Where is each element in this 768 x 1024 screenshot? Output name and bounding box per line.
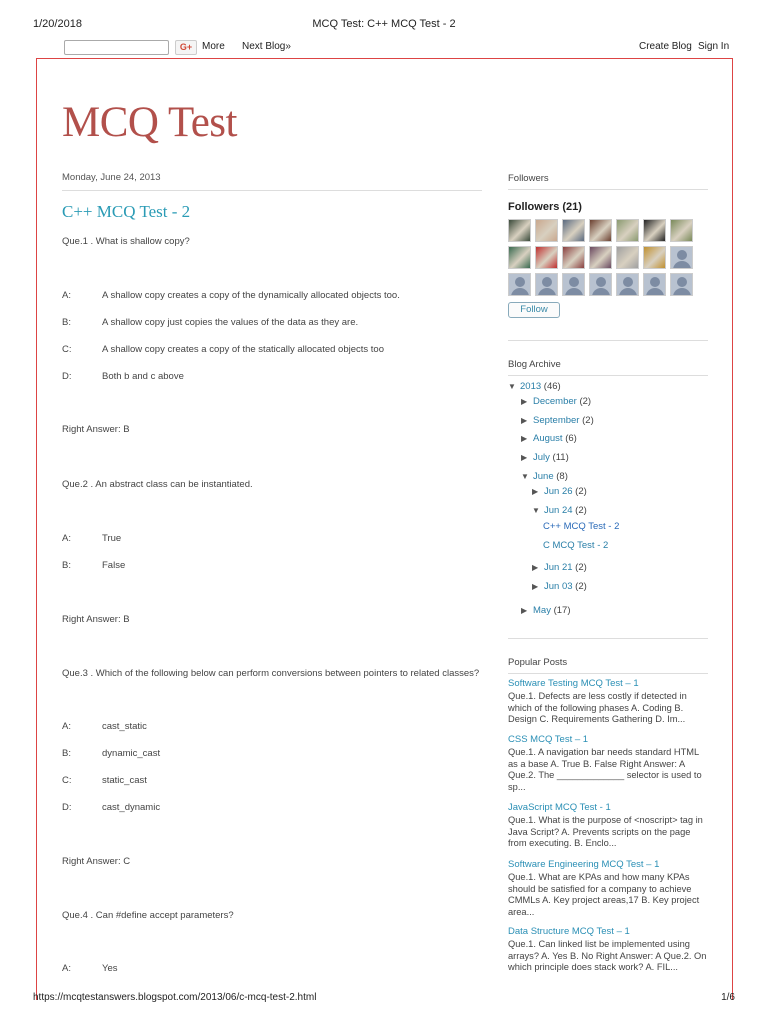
follower-avatar[interactable] <box>643 246 666 269</box>
more-link[interactable]: More <box>202 41 225 52</box>
option-text: Yes <box>102 963 118 974</box>
option-text: Both b and c above <box>102 371 184 382</box>
archive-post-link[interactable]: C++ MCQ Test - 2 <box>543 521 620 532</box>
follower-avatar[interactable] <box>670 219 693 242</box>
popular-post-snippet: Que.1. What are KPAs and how many KPAs should be satisfied for a company to achieve CMMLs A. Key project areas,17 B. Key project area... <box>508 872 700 917</box>
option-letter: C: <box>62 344 72 355</box>
option-letter: A: <box>62 721 71 732</box>
print-header <box>0 18 768 32</box>
follower-avatar[interactable] <box>535 219 558 242</box>
option-text: dynamic_cast <box>102 748 161 759</box>
create-blog-link[interactable]: Create Blog <box>639 41 692 52</box>
followers-heading: Followers <box>508 173 708 190</box>
blog-title[interactable]: MCQ Test <box>62 99 237 146</box>
option-letter: C: <box>62 775 72 786</box>
archive-link[interactable]: May <box>533 605 551 616</box>
triangle-right-icon[interactable]: ▶ <box>532 582 539 591</box>
popular-post-title[interactable]: Software Engineering MCQ Test – 1 <box>508 859 660 870</box>
right-answer: Right Answer: C <box>62 856 131 867</box>
archive-link[interactable]: 2013 <box>520 381 542 392</box>
follower-avatar[interactable] <box>616 246 639 269</box>
google-plus-button[interactable]: G+ <box>175 40 197 55</box>
print-date: 1/20/2018 <box>33 18 82 30</box>
popular-post-title[interactable]: CSS MCQ Test – 1 <box>508 734 589 745</box>
follower-avatar[interactable] <box>535 273 558 296</box>
post-title[interactable]: C++ MCQ Test - 2 <box>62 202 191 221</box>
option-letter: A: <box>62 290 71 301</box>
option-letter: D: <box>62 802 72 813</box>
archive-count: (2) <box>575 505 587 516</box>
popular-post-title[interactable]: JavaScript MCQ Test - 1 <box>508 802 611 813</box>
triangle-right-icon[interactable]: ▶ <box>521 606 528 615</box>
triangle-down-icon[interactable]: ▼ <box>521 472 529 481</box>
follower-avatar[interactable] <box>589 273 612 296</box>
popular-post-snippet: Que.1. What is the purpose of <noscript> tag in Java Script? A. Prevents scripts on the page from executing. B. Enclo... <box>508 815 703 849</box>
archive-count: (8) <box>556 471 568 482</box>
follower-avatar[interactable] <box>535 246 558 269</box>
triangle-right-icon[interactable]: ▶ <box>521 434 528 443</box>
popular-posts-heading: Popular Posts <box>508 657 708 674</box>
archive-month-august[interactable] <box>521 433 577 444</box>
followers-count: Followers (21) <box>508 201 582 213</box>
archive-year-2013[interactable] <box>508 381 561 392</box>
archive-link[interactable]: Jun 03 <box>544 581 573 592</box>
popular-post-snippet: Que.1. A navigation bar needs standard HTML as a base A. True B. False Right Answer: A Que.2. The _____________ selector is used to sp... <box>508 747 702 792</box>
triangle-right-icon[interactable]: ▶ <box>521 397 528 406</box>
archive-day-jun26[interactable] <box>532 486 587 497</box>
archive-link[interactable]: Jun 24 <box>544 505 573 516</box>
option-letter: D: <box>62 371 72 382</box>
follower-avatar[interactable] <box>589 219 612 242</box>
follower-avatar[interactable] <box>508 219 531 242</box>
archive-count: (46) <box>543 381 561 392</box>
option-text: True <box>102 533 122 544</box>
print-url: https://mcqtestanswers.blogspot.com/2013/06/c-mcq-test-2.html <box>33 992 317 1003</box>
archive-count: (2) <box>582 415 594 426</box>
archive-link[interactable]: June <box>533 471 554 482</box>
archive-month-may[interactable] <box>521 605 571 616</box>
archive-day-jun21[interactable] <box>532 562 587 573</box>
archive-link[interactable]: July <box>533 452 550 463</box>
popular-post-snippet: Que.1. Defects are less costly if detected in which of the following phases A. Coding B. Design C. Requirements Gathering D. Im... <box>508 691 687 725</box>
triangle-right-icon[interactable]: ▶ <box>532 563 539 572</box>
follower-avatar[interactable] <box>616 273 639 296</box>
archive-day-jun24[interactable] <box>532 505 587 516</box>
option-text: cast_dynamic <box>102 802 161 813</box>
sidebar-divider <box>508 638 708 639</box>
print-footer <box>0 992 768 1006</box>
blogger-navbar <box>0 40 768 56</box>
follower-avatar[interactable] <box>616 219 639 242</box>
follower-avatar[interactable] <box>562 273 585 296</box>
follow-button[interactable]: Follow <box>508 302 560 318</box>
triangle-right-icon[interactable]: ▶ <box>521 416 528 425</box>
follower-avatar[interactable] <box>670 246 693 269</box>
blog-archive-heading-wrap <box>508 359 708 376</box>
archive-count: (6) <box>565 433 577 444</box>
option-letter: B: <box>62 317 71 328</box>
triangle-down-icon[interactable]: ▼ <box>532 506 540 515</box>
option-letter: A: <box>62 533 71 544</box>
followers-avatar-grid <box>508 219 708 296</box>
print-page-number: 1/6 <box>721 992 735 1003</box>
blog-archive-heading: Blog Archive <box>508 359 708 376</box>
right-answer: Right Answer: B <box>62 424 130 435</box>
archive-count: (2) <box>575 581 587 592</box>
right-answer: Right Answer: B <box>62 614 130 625</box>
follower-avatar[interactable] <box>670 273 693 296</box>
question-4: Que.4 . Can #define accept parameters? <box>62 910 234 921</box>
option-letter: A: <box>62 963 71 974</box>
sign-in-link[interactable]: Sign In <box>698 41 730 52</box>
archive-count: (2) <box>575 562 587 573</box>
archive-day-jun03[interactable] <box>532 581 587 592</box>
follower-avatar[interactable] <box>643 219 666 242</box>
option-text: A shallow copy creates a copy of the statically allocated objects too <box>102 344 384 355</box>
follower-avatar[interactable] <box>562 246 585 269</box>
popular-post-title[interactable]: Software Testing MCQ Test – 1 <box>508 678 639 689</box>
archive-count: (11) <box>552 452 569 463</box>
archive-count: (2) <box>579 396 592 407</box>
sidebar-divider <box>508 340 708 341</box>
followers-widget <box>508 173 708 318</box>
archive-month-december[interactable] <box>521 396 591 407</box>
option-text: False <box>102 560 126 571</box>
option-text: static_cast <box>102 775 147 786</box>
archive-link[interactable]: December <box>533 396 577 407</box>
option-text: A shallow copy just copies the values of the data as they are. <box>102 317 359 328</box>
question-2: Que.2 . An abstract class can be instantiated. <box>62 479 253 490</box>
question-1: Que.1 . What is shallow copy? <box>62 236 190 247</box>
popular-posts-heading-wrap <box>508 657 708 674</box>
triangle-down-icon[interactable]: ▼ <box>508 382 516 391</box>
popular-post-snippet: Que.1. Can linked list be implemented using arrays? A. Yes B. No Right Answer: A Que.2. On which principle does stack work? A. FIL... <box>508 939 707 973</box>
option-text: A shallow copy creates a copy of the dynamically allocated objects too. <box>102 290 400 301</box>
search-input[interactable] <box>64 40 169 55</box>
popular-post-title[interactable]: Data Structure MCQ Test – 1 <box>508 926 630 937</box>
option-letter: B: <box>62 560 71 571</box>
follower-avatar[interactable] <box>508 246 531 269</box>
archive-month-june[interactable] <box>521 471 568 482</box>
archive-post-current[interactable] <box>543 521 619 532</box>
archive-link[interactable]: Jun 21 <box>544 562 573 573</box>
archive-count: (2) <box>575 486 587 497</box>
archive-link[interactable]: August <box>533 433 563 444</box>
follower-avatar[interactable] <box>562 219 585 242</box>
option-letter: B: <box>62 748 71 759</box>
archive-link[interactable]: September <box>533 415 580 426</box>
triangle-right-icon[interactable]: ▶ <box>521 453 528 462</box>
follower-avatar[interactable] <box>589 246 612 269</box>
archive-post[interactable] <box>543 540 608 551</box>
question-3: Que.3 . Which of the following below can perform conversions between pointers to related classes? <box>62 668 480 679</box>
follower-avatar[interactable] <box>508 273 531 296</box>
archive-post-link[interactable]: C MCQ Test - 2 <box>543 540 609 551</box>
next-blog-link[interactable]: Next Blog» <box>242 41 291 52</box>
archive-link[interactable]: Jun 26 <box>544 486 573 497</box>
post-date: Monday, June 24, 2013 <box>62 172 482 191</box>
triangle-right-icon[interactable]: ▶ <box>532 487 539 496</box>
archive-month-july[interactable] <box>521 452 569 463</box>
option-text: cast_static <box>102 721 147 732</box>
follower-avatar[interactable] <box>643 273 666 296</box>
archive-month-september[interactable] <box>521 415 594 426</box>
print-title: MCQ Test: C++ MCQ Test - 2 <box>312 18 456 30</box>
archive-count: (17) <box>553 605 571 616</box>
